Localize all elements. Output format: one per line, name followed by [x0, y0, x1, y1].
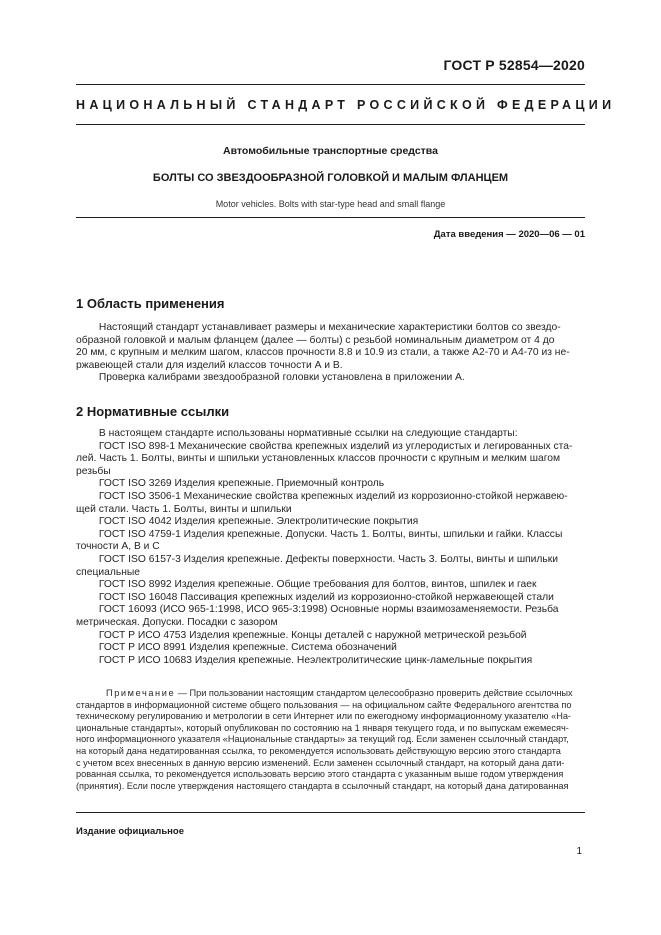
- reference-line: ГОСТ ISO 4759-1 Изделия крепежные. Допуски. Часть 1. Болты, винты, шпильки и гайки. Классы: [76, 528, 563, 540]
- note-line: с учетом всех внесенных в данную версию изменений. Если заменен ссылочный стандарт, на который дана дати-: [76, 757, 565, 768]
- page-number: 1: [576, 846, 582, 857]
- section-1-line: Проверка калибрами звездообразной головки установлена в приложении А.: [76, 372, 465, 384]
- document-subtitle: Автомобильные транспортные средства: [223, 145, 438, 157]
- official-edition-label: Издание официальное: [76, 826, 184, 837]
- note-line: на который дана недатированная ссылка, то рекомендуется использовать действующую версию этого стандарта: [76, 745, 561, 756]
- reference-line: специальные: [76, 566, 141, 578]
- note-text: — При пользовании настоящим стандартом целесообразно проверить действие ссылочных: [175, 688, 573, 698]
- reference-line: лей. Часть 1. Болты, винты и шпильки установленных классов прочности с крупным и мелким шагом: [76, 453, 561, 465]
- references-list: [76, 428, 585, 667]
- reference-line: ГОСТ Р ИСО 4753 Изделия крепежные. Концы деталей с наружной метрической резьбой: [76, 629, 527, 641]
- reference-line: ГОСТ ISO 4042 Изделия крепежные. Электролитические покрытия: [76, 516, 419, 528]
- reference-line: ГОСТ ISO 898-1 Механические свойства крепежных изделий из углеродистых и легированных ста-: [76, 440, 573, 452]
- note-line: техническому регулированию и метрологии в сети Интернет или по ежегодному информационному указателю «На-: [76, 711, 571, 722]
- reference-line: резьбы: [76, 465, 111, 477]
- national-standard-heading: НАЦИОНАЛЬНЫЙ СТАНДАРТ РОССИЙСКОЙ ФЕДЕРАЦИИ: [76, 98, 616, 112]
- reference-line: ГОСТ 16093 (ИСО 965-1:1998, ИСО 965-3:1998) Основные нормы взаимозаменяемости. Резьба: [76, 604, 559, 616]
- document-title: БОЛТЫ СО ЗВЕЗДООБРАЗНОЙ ГОЛОВКОЙ И МАЛЫМ ФЛАНЦЕМ: [152, 172, 509, 184]
- title-divider: [76, 217, 585, 218]
- note-line: ного информационного указателя «Национальные стандарты» за текущий год. Если заменен ссылочный стандарт,: [76, 734, 569, 745]
- document-title-english: Motor vehicles. Bolts with star-type head and small flange: [215, 199, 446, 209]
- introduction-date: Дата введения — 2020—06 — 01: [433, 229, 585, 240]
- section-1-line: 20 мм, с крупным и мелким шагом, классов прочности 8.8 и 10.9 из стали, а также А2-70 и А4-70 из не-: [76, 347, 570, 359]
- note-label: Примечание: [106, 688, 176, 698]
- reference-line: точности А, В и С: [76, 541, 160, 553]
- section-1-line: ржавеющей стали для изделий классов точности А и В.: [76, 359, 343, 371]
- reference-line: ГОСТ ISO 3506-1 Механические свойства крепежных изделий из коррозионно-стойкой нержавею-: [76, 490, 568, 502]
- note-line: рованная ссылка, то рекомендуется использовать версию этого стандарта с указанным выше годом утверждения: [76, 769, 564, 780]
- reference-line: ГОСТ Р ИСО 8991 Изделия крепежные. Система обозначений: [76, 642, 397, 654]
- note-line: (принятия). Если после утверждения настоящего стандарта в ссылочный стандарт, на который дана датированная: [76, 780, 569, 791]
- reference-line: В настоящем стандарте использованы нормативные ссылки на следующие стандарты:: [76, 428, 518, 439]
- heading-divider: [76, 124, 585, 125]
- note-line: стандартов в информационной системе общего пользования — на официальном сайте Федерального агентства по: [76, 699, 572, 710]
- section-2-heading: 2 Нормативные ссылки: [76, 404, 230, 419]
- reference-line: щей стали. Часть 1. Болты, винты и шпильки: [76, 503, 292, 515]
- reference-line: ГОСТ ISO 6157-3 Изделия крепежные. Дефекты поверхности. Часть 3. Болты, винты и шпильки: [76, 553, 559, 565]
- header-divider: [76, 84, 585, 85]
- note-line: [76, 688, 585, 700]
- section-1-line: Настоящий стандарт устанавливает размеры и механические характеристики болтов со звездо-: [76, 322, 561, 333]
- section-1-line: образной головкой и малым фланцем (далее — болты) с резьбой номинальным диаметром от 4 до: [76, 334, 555, 346]
- reference-line: ГОСТ ISO 3269 Изделия крепежные. Приемочный контроль: [76, 478, 385, 490]
- reference-line: ГОСТ ISO 8992 Изделия крепежные. Общие требования для болтов, винтов, шпилек и гаек: [76, 579, 537, 591]
- reference-line: метрическая. Допуски. Посадки с зазором: [76, 616, 278, 628]
- note-block: [76, 688, 585, 792]
- reference-line: ГОСТ ISO 16048 Пассивация крепежных изделий из коррозионно-стойкой нержавеющей стали: [76, 591, 554, 603]
- reference-line: ГОСТ Р ИСО 10683 Изделия крепежные. Неэлектролитические цинк-ламельные покрытия: [76, 654, 533, 666]
- section-1-heading: 1 Область применения: [76, 296, 225, 311]
- section-1-body: [76, 322, 585, 385]
- note-line: циональные стандарты», который опубликован по состоянию на 1 января текущего года, и по выпускам ежемесяч-: [76, 722, 569, 733]
- standard-number: ГОСТ Р 52854—2020: [443, 57, 585, 73]
- footer-divider: [76, 812, 585, 813]
